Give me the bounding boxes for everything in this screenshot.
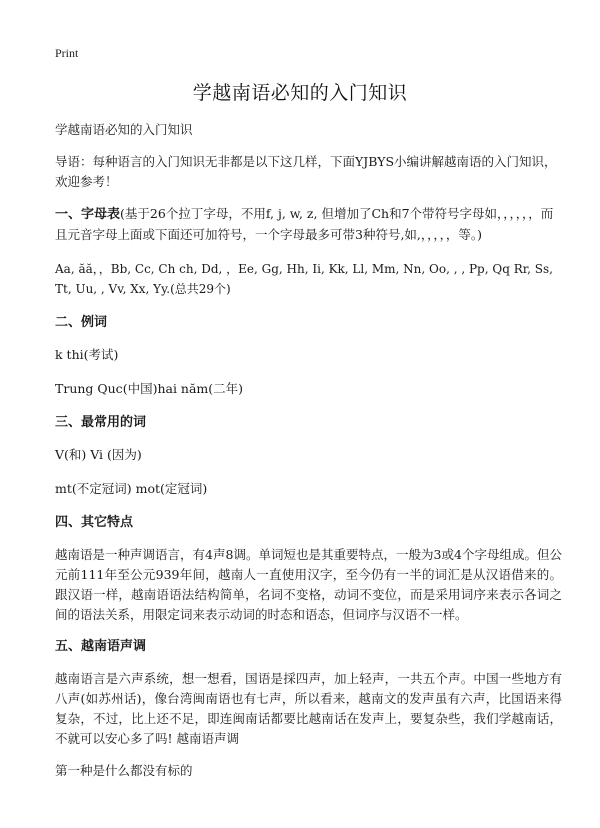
section-alphabet-number: 一、 (55, 207, 82, 222)
article-body (55, 120, 562, 793)
print-link[interactable]: Print (55, 46, 79, 60)
intro-paragraph: 导语：每种语言的入门知识无非都是以下这几样，下面YJBYS小编讲解越南语的入门知识，欢迎参考！ (55, 154, 557, 189)
example-line: Trung Quc(中国)hai năm(二年) (55, 381, 244, 396)
page-title: 学越南语必知的入门知识 (192, 82, 408, 104)
section-alphabet-text: (基于26个拉丁字母，不用f, j, w, z, 但增加了Ch和7个带符号字母如，，，，，，而且元音字母上面或下面还可加符号，一个字母最多可带3种符号,如,，，，，，等。) (55, 206, 554, 242)
section-tones-text: 越南语言是六声系统，想一想看，国语是採四声，加上轻声，一共五个声。中国一些地方有八声(如苏州话)，像台湾闽南语也有七声，所以看来，越南文的发声虽有六声，比国语来得复杂，不过，比上还不足，即连闽南话都要比越南话在发声上，要复杂些，我们学越南话，不就可以安心多了吗! 越南语声调 (55, 671, 562, 746)
article-subtitle: 学越南语必知的入门知识 (55, 122, 193, 137)
alphabet-list: Aa, ăă，，Bb, Cc, Ch ch, Dd, ，Ee, Gg, Hh, Ii, Kk, Ll, Mm, Nn, Oo, , , Pp, Qq Rr, Ss, Tt, Uu, , Vv, Xx, Yy.(总共29个) (55, 262, 553, 296)
common-word-line: V(和) Vi (因为) (55, 447, 142, 462)
common-word-line: mt(不定冠词) mot(定冠词) (55, 481, 208, 496)
section-common-words-heading: 三、最常用的词 (55, 415, 147, 430)
section-alphabet-heading: 字母表 (81, 207, 121, 222)
section-alphabet-paragraph (55, 204, 562, 245)
section-tones-heading: 五、越南语声调 (55, 639, 147, 654)
section-features-heading: 四、其它特点 (55, 515, 134, 530)
section-features-text: 越南语是一种声调语言，有4声8调。单词短也是其重要特点，一般为3或4个字母组成。但公元前111年至公元939年间，越南人一直使用汉字，至今仍有一半的词汇是从汉语借来的。跟汉语一样，越南语语法结构简单，名词不变格，动词不变位，而是采用词序来表示各词之间的语法关系，用限定词来表示动词的时态和语态，但词序与汉语不一样。 (55, 547, 562, 622)
section-examples-heading: 二、例词 (55, 315, 108, 330)
section-tones-tail: 第一种是什么都没有标的 (55, 763, 193, 778)
example-line: k thi(考试) (55, 347, 119, 362)
